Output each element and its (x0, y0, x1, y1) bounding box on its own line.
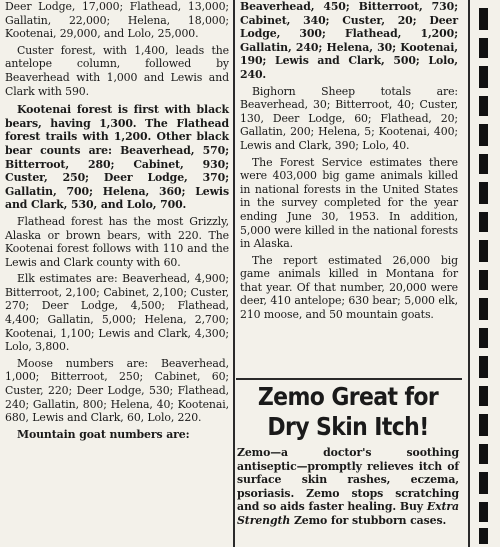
article-paragraph-bold: Mountain goat numbers are: (17, 427, 190, 441)
edge-bar (479, 472, 488, 494)
edge-bar (479, 38, 488, 58)
ad-body-emphasis: Extra Strength (237, 500, 459, 527)
article-paragraph-bold: Beaverhead, 450; Bitterroot, 730; Cabinet, 340; Custer, 20; Deer Lodge, 300; Flathead, 1,200; Gallatin, 240; Helena, 30; Kootenai, 190; Lewis and Clark, 500; Lolo, 240. (240, 0, 458, 81)
article-paragraph: Elk estimates are: Beaverhead, 4,900; Bitterroot, 2,100; Cabinet, 2,100; Custer, 270; Deer Lodge, 4,500; Flathead, 4,400; Gallatin, 5,000; Helena, 2,700; Kootenai, 1,100; Lewis and Clark, 4,300; Lolo, 3,800. (5, 272, 229, 354)
article-paragraph: Bighorn Sheep totals are: Beaverhead, 30; Bitterroot, 40; Custer, 130, Deer Lodge, 60; Flathead, 20; Gallatin, 200; Helena, 5; Kootenai, 400; Lewis and Clark, 390; Lolo, 40. (240, 84, 458, 152)
adjacent-column-edge (468, 0, 498, 547)
article-paragraph: Moose numbers are: Beaverhead, 1,000; Bitterroot, 250; Cabinet, 60; Custer, 220; Deer Lodge, 530; Flathead, 240; Gallatin, 800; Helena, 40; Kootenai, 680, Lewis and Clark, 60, Lolo, 220. (5, 356, 229, 425)
article-paragraph: Deer Lodge, 17,000; Flathead, 13,000; Gallatin, 22,000; Helena, 18,000; Kootenai, 29,000, and Lolo, 25,000. (5, 0, 229, 41)
article-paragraph: The Forest Service estimates there were 403,000 big game animals killed in national forests in the United States in the survey completed for the year ending June 30, 1953. In addition, 5,000 were killed in the national forests in Alaska. (240, 155, 458, 251)
article-paragraph-bold: Kootenai forest is first with black bears, having 1,300. The Flathead forest trails with 1,200. Other black bear counts are: Beaverhead, 570; Bitterroot, 280; Cabinet, 930; Custer, 250; Deer Lodge, 370; Gallatin, 700; Helena, 360; Lewis and Clark, 530, and Lolo, 700. (5, 103, 229, 212)
ad-headline-line-2: Dry Skin Itch! (267, 412, 429, 441)
edge-bar (479, 212, 488, 232)
edge-bar (479, 528, 488, 544)
edge-bar (479, 328, 488, 348)
edge-bar (479, 96, 488, 116)
edge-bar (479, 386, 488, 406)
edge-bar (479, 124, 488, 146)
left-column (5, 0, 229, 441)
article-paragraph: Custer forest, with 1,400, leads the antelope column, followed by Beaverhead with 1,000 and Lewis and Clark with 590. (5, 43, 229, 98)
edge-bar (479, 444, 488, 464)
zemo-advertisement (237, 382, 459, 528)
edge-bar (479, 240, 488, 262)
edge-bar (479, 154, 488, 174)
edge-bar (479, 66, 488, 88)
ad-headline-line-1: Zemo Great for (257, 382, 439, 411)
edge-bar (479, 414, 488, 436)
right-column (240, 0, 458, 322)
edge-bar (479, 182, 488, 204)
article-paragraph: Flathead forest has the most Grizzly, Alaska or brown bears, with 220. The Kootenai forest follows with 110 and the Lewis and Clark county with 60. (5, 214, 229, 269)
edge-bar (479, 270, 488, 290)
ad-body-part-2: Zemo for stubborn cases. (293, 513, 447, 527)
ad-body (237, 446, 459, 528)
ad-divider (236, 378, 462, 380)
ad-body-part-1: Zemo—a doctor's soothing antiseptic—promptly relieves itch of surface skin rashes, eczema, psoriasis. Zemo stops scratching and so aids faster healing. Buy (237, 446, 459, 514)
edge-bar (479, 502, 488, 522)
edge-bar (479, 356, 488, 378)
edge-bar (479, 298, 488, 320)
article-paragraph: The report estimated 26,000 big game animals killed in Montana for that year. Of that number, 20,000 were deer, 410 antelope; 630 bear; 5,000 elk, 210 moose, and 50 mountain goats. (240, 253, 458, 322)
edge-bar (479, 8, 488, 30)
column-divider (233, 0, 235, 547)
